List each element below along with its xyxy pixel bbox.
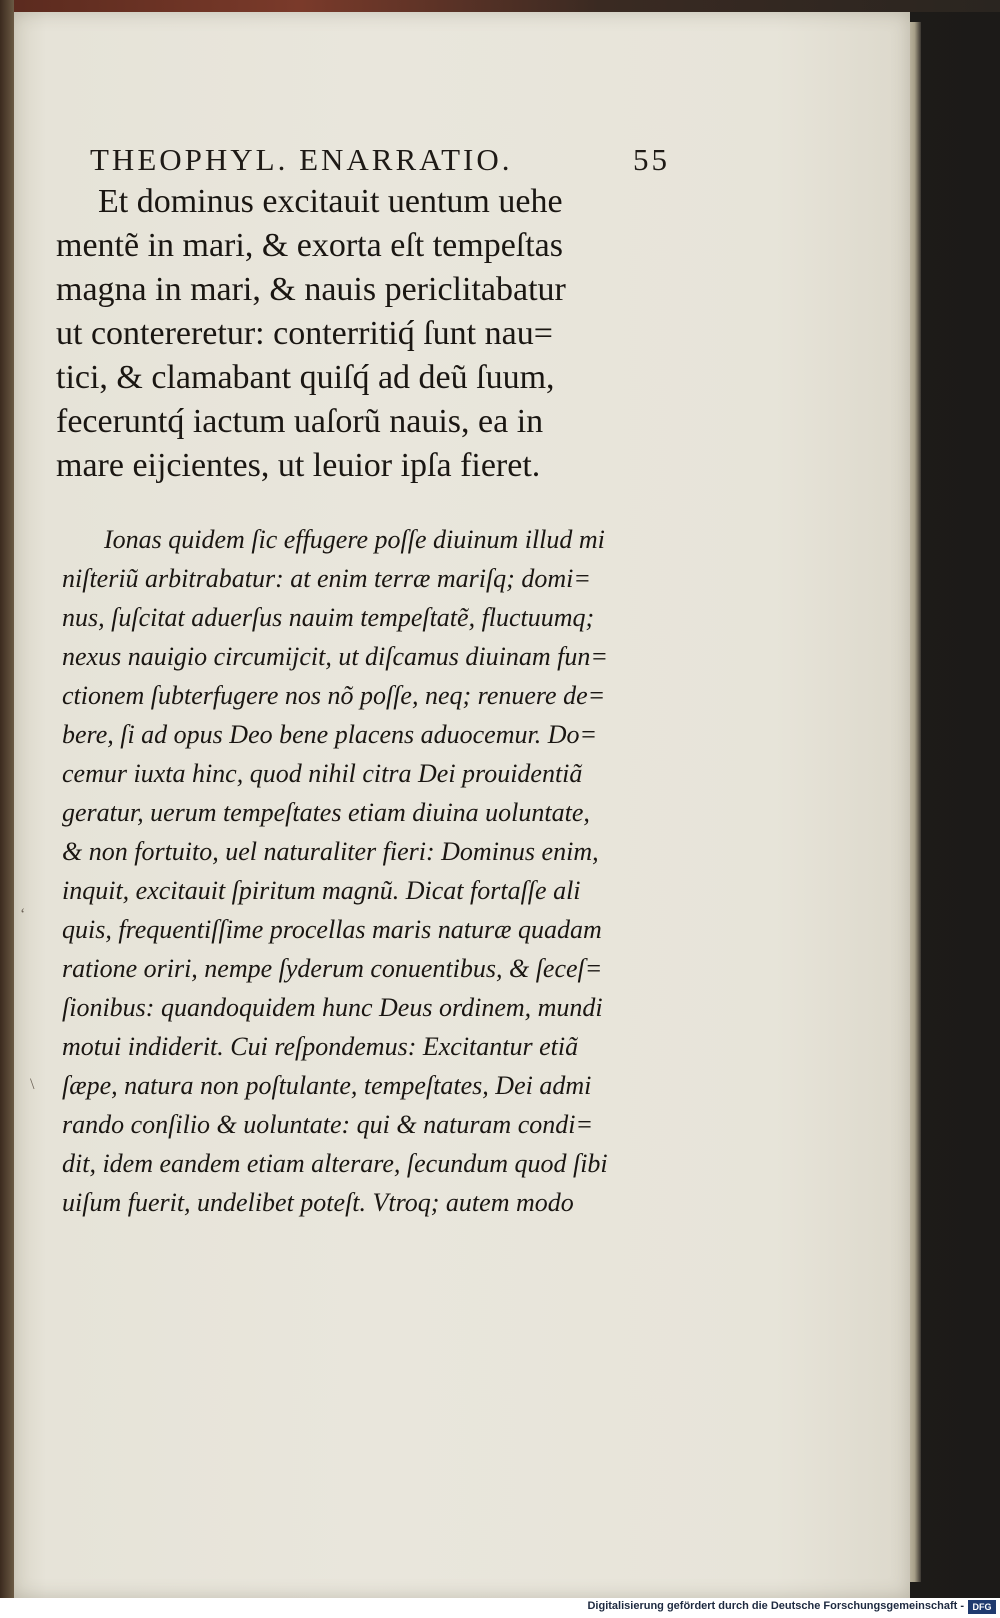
commentary-line: ratione oriri, nempe ſyderum conuentibus, & ſeceſ= — [62, 954, 603, 983]
commentary-line: rando conſilio & uoluntate: qui & naturam condi= — [62, 1110, 594, 1139]
commentary-line: & non fortuito, uel naturaliter fieri: Dominus enim, — [62, 837, 599, 866]
margin-mark: \ — [30, 1076, 35, 1093]
footer-bar — [0, 1598, 1000, 1618]
dfg-logo: DFG — [968, 1600, 996, 1614]
book-left-edge — [0, 0, 14, 1598]
scripture-verse — [56, 180, 676, 488]
commentary-line: niſteriũ arbitrabatur: at enim terræ mariſq; domi= — [62, 564, 591, 593]
verse-line: feceruntq́ iactum uaſorũ nauis, ea in — [56, 403, 544, 440]
verse-line: mare eijcientes, ut leuior ipſa fieret. — [56, 447, 541, 484]
commentary-line: Ionas quidem ſic effugere poſſe diuinum illud mi — [104, 525, 605, 554]
book-top-edge — [0, 0, 1000, 12]
commentary-line: dit, idem eandem etiam alterare, ſecundum quod ſibi — [62, 1149, 608, 1178]
commentary-line: ſæpe, natura non poſtulante, tempeſtates, Dei admi — [62, 1071, 592, 1100]
commentary-line: bere, ſi ad opus Deo bene placens aduocemur. Do= — [62, 720, 598, 749]
funding-credit: Digitalisierung gefördert durch die Deutsche Forschungsgemeinschaft - — [587, 1600, 964, 1612]
commentary-line: nus, ſuſcitat aduerſus nauim tempeſtatẽ, fluctuumq; — [62, 603, 595, 632]
commentary-line: nexus nauigio circumijcit, ut diſcamus diuinam fun= — [62, 642, 608, 671]
verse-line: tici, & clamabant quiſq́ ad deũ ſuum, — [56, 359, 555, 396]
page-number: 55 — [633, 142, 670, 177]
running-header — [90, 142, 670, 178]
commentary-paragraph — [62, 520, 682, 1222]
running-title: THEOPHYL. ENARRATIO. — [90, 142, 513, 177]
commentary-line: ctionem ſubterfugere nos nõ poſſe, neq; renuere de= — [62, 681, 606, 710]
verse-line: Et dominus excitauit uentum uehe — [98, 183, 563, 220]
commentary-line: ſionibus: quandoquidem hunc Deus ordinem, mundi — [62, 993, 603, 1022]
commentary-line: inquit, excitauit ſpiritum magnũ. Dicat fortaſſe ali — [62, 876, 581, 905]
commentary-line: uiſum fuerit, undelibet poteſt. Vtroq; autem modo — [62, 1188, 574, 1217]
commentary-line: cemur iuxta hinc, quod nihil citra Dei prouidentiã — [62, 759, 583, 788]
verse-line: ut contereretur: conterritiq́ ſunt nau= — [56, 315, 553, 352]
commentary-line: motui indiderit. Cui reſpondemus: Excitantur etiã — [62, 1032, 579, 1061]
margin-mark: ʻ — [20, 906, 26, 923]
commentary-line: geratur, uerum tempeſtates etiam diuina uoluntate, — [62, 798, 590, 827]
commentary-line: quis, frequentiſſime procellas maris naturæ quadam — [62, 915, 602, 944]
verse-line: mentẽ in mari, & exorta eſt tempeſtas — [56, 227, 563, 264]
verse-line: magna in mari, & nauis periclitabatur — [56, 271, 566, 308]
